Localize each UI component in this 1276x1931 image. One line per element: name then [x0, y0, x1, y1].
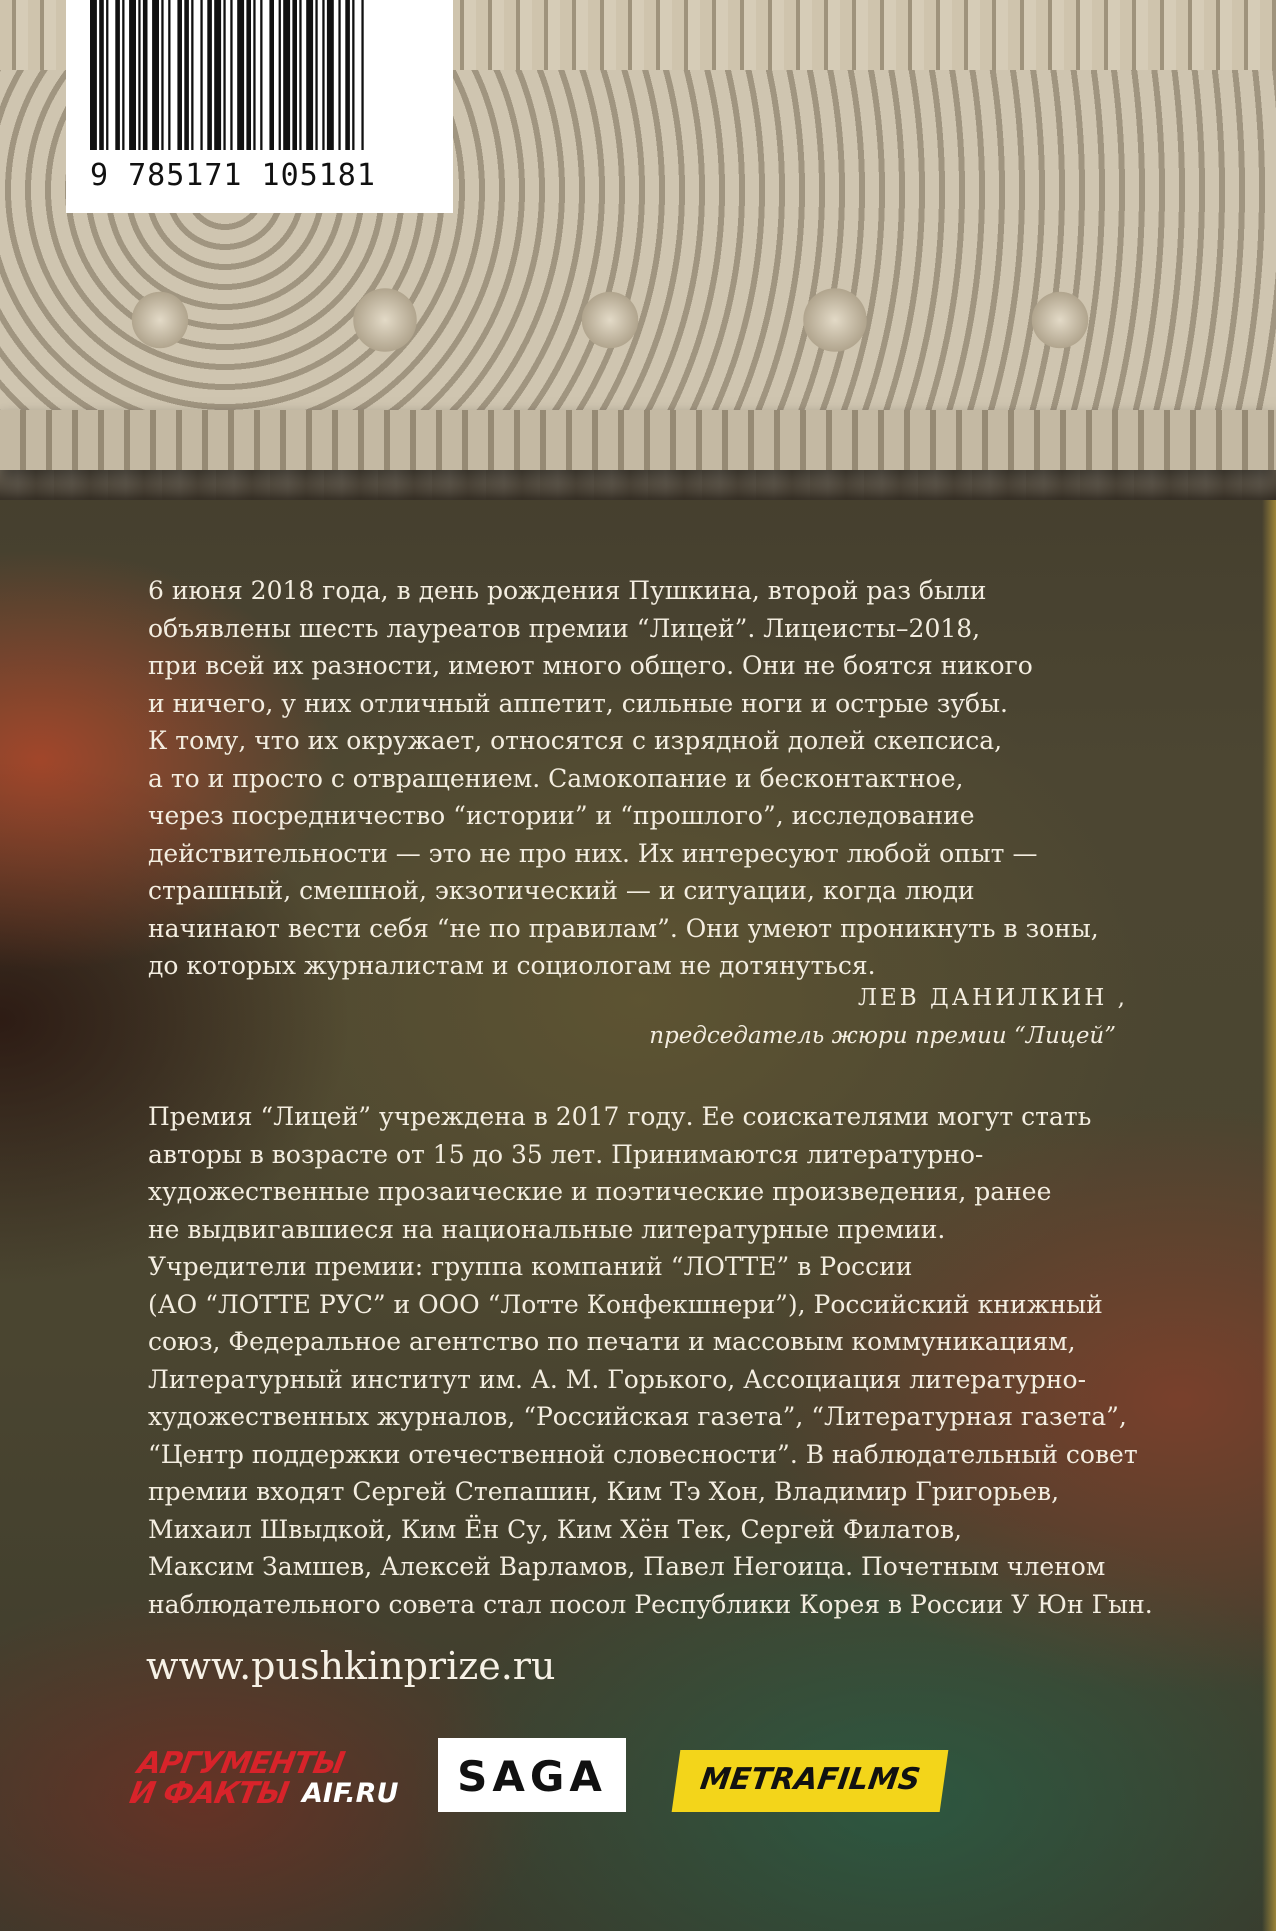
barcode-bar [352, 0, 354, 150]
barcode-bar [246, 0, 251, 150]
barcode-bar [361, 0, 363, 150]
barcode-bar [345, 0, 350, 150]
aif-logo-site: AIF.RU [302, 1778, 399, 1809]
about-line: (АО “ЛОТТЕ РУС” и ООО “Лотте Конфекшнери”), Российский книжный [148, 1289, 1103, 1319]
about-line: союз, Федеральное агентство по печати и массовым коммуникациям, [148, 1327, 1076, 1356]
blurb-line: объявлены шесть лауреатов премии “Лицей”. Лицеисты–2018, [148, 613, 981, 643]
blurb-line: К тому, что их окружает, относятся с изрядной долей скепсиса, [148, 726, 1003, 755]
about-line: премии входят Сергей Степашин, Ким Тэ Хон, Владимир Григорьев, [148, 1477, 1060, 1506]
prize-description [148, 1098, 1153, 1623]
barcode-bar [115, 0, 120, 150]
about-line: художественные прозаические и поэтические произведения, ранее [148, 1177, 1052, 1206]
quote-author-name: ЛЕВ ДАНИЛКИН , [857, 985, 1128, 1011]
barcode-bar [143, 0, 148, 150]
saga-logo [438, 1738, 626, 1812]
barcode-digits: 9 785171 105181 [90, 158, 376, 193]
barcode-bar [152, 0, 159, 150]
barcode-bar [306, 0, 313, 150]
barcode-bar [168, 0, 170, 150]
blurb-quote [148, 572, 1148, 985]
blurb-line: действительности — это не про них. Их интересуют любой опыт — [148, 838, 1038, 868]
barcode-bar [122, 0, 124, 150]
barcode-bar [223, 0, 225, 150]
barcode-bar [184, 0, 189, 150]
barcode-bar [207, 0, 212, 150]
barcode-bar [106, 0, 108, 150]
about-line: “Центр поддержки отечественной словесности”. В наблюдательный совет [148, 1439, 1138, 1469]
barcode-bar [214, 0, 221, 150]
about-line: авторы в возрасте от 15 до 35 лет. Принимаются литературно- [148, 1139, 984, 1169]
aif-logo [126, 1746, 402, 1818]
barcode-bar [269, 0, 274, 150]
about-line: наблюдательного совета стал посол Республики Корея в России У Юн Гын. [148, 1589, 1153, 1619]
barcode-bar [283, 0, 290, 150]
barcode-bar [299, 0, 301, 150]
barcode-bar [260, 0, 262, 150]
aif-logo-line2: И ФАКТЫ [126, 1776, 291, 1811]
barcode-bar [200, 0, 202, 150]
barcode-bar [161, 0, 163, 150]
barcode-bar [90, 0, 97, 150]
blurb-line: а то и просто с отвращением. Самокопание и бесконтактное, [148, 763, 964, 793]
frieze-bottom-band [0, 410, 1276, 470]
website-url: www.pushkinprize.ru [146, 1644, 556, 1688]
quote-author-role: председатель жюри премии “Лицей” [649, 1023, 1116, 1049]
about-line: Премия “Лицей” учреждена в 2017 году. Ее соискателями могут стать [148, 1102, 1092, 1131]
cover-edge-strip [1262, 500, 1276, 1931]
barcode-bar [315, 0, 317, 150]
barcode-bar [230, 0, 232, 150]
barcode-bar [99, 0, 104, 150]
blurb-line: страшный, смешной, экзотический — и ситуации, когда люди [148, 876, 975, 905]
barcode-bar [279, 0, 281, 150]
barcode-bar [327, 0, 334, 150]
aif-logo-line1: АРГУМЕНТЫ [134, 1746, 347, 1781]
metrafilms-logo-text: METRAFILMS [698, 1762, 923, 1797]
barcode-bar [253, 0, 255, 150]
blurb-line: через посредничество “истории” и “прошлого”, исследование [148, 801, 975, 830]
blurb-line: до которых журналистам и социологам не дотянуться. [148, 951, 876, 980]
saga-logo-text: SAGA [457, 1752, 607, 1801]
barcode-bar [292, 0, 297, 150]
barcode-bar [338, 0, 340, 150]
barcode-bar [177, 0, 182, 150]
barcode-bars [90, 0, 435, 158]
about-line: Максим Замшев, Алексей Варламов, Павел Негоица. Почетным членом [148, 1552, 1106, 1581]
barcode-bar [129, 0, 136, 150]
barcode-bar [191, 0, 193, 150]
barcode-bar [322, 0, 324, 150]
blurb-line: и ничего, у них отличный аппетит, сильные ноги и острые зубы. [148, 688, 1008, 718]
about-line: Михаил Швыдкой, Ким Ён Су, Ким Хён Тек, Сергей Филатов, [148, 1514, 963, 1544]
about-line: Учредители премии: группа компаний “ЛОТТЕ” в России [148, 1252, 913, 1281]
blurb-line: 6 июня 2018 года, в день рождения Пушкина, второй раз были [148, 576, 987, 605]
about-line: Литературный институт им. А. М. Горького, Ассоциация литературно- [148, 1364, 1087, 1394]
blurb-line: начинают вести себя “не по правилам”. Они умеют проникнуть в зоны, [148, 913, 1099, 943]
barcode-bar [138, 0, 140, 150]
barcode-bar [237, 0, 244, 150]
metrafilms-logo [672, 1750, 949, 1812]
about-line: не выдвигавшиеся на национальные литературные премии. [148, 1214, 946, 1244]
blurb-line: при всей их разности, имеют много общего. Они не боятся никого [148, 651, 1033, 680]
isbn-barcode [66, 0, 453, 213]
about-line: художественных журналов, “Российская газета”, “Литературная газета”, [148, 1402, 1127, 1431]
